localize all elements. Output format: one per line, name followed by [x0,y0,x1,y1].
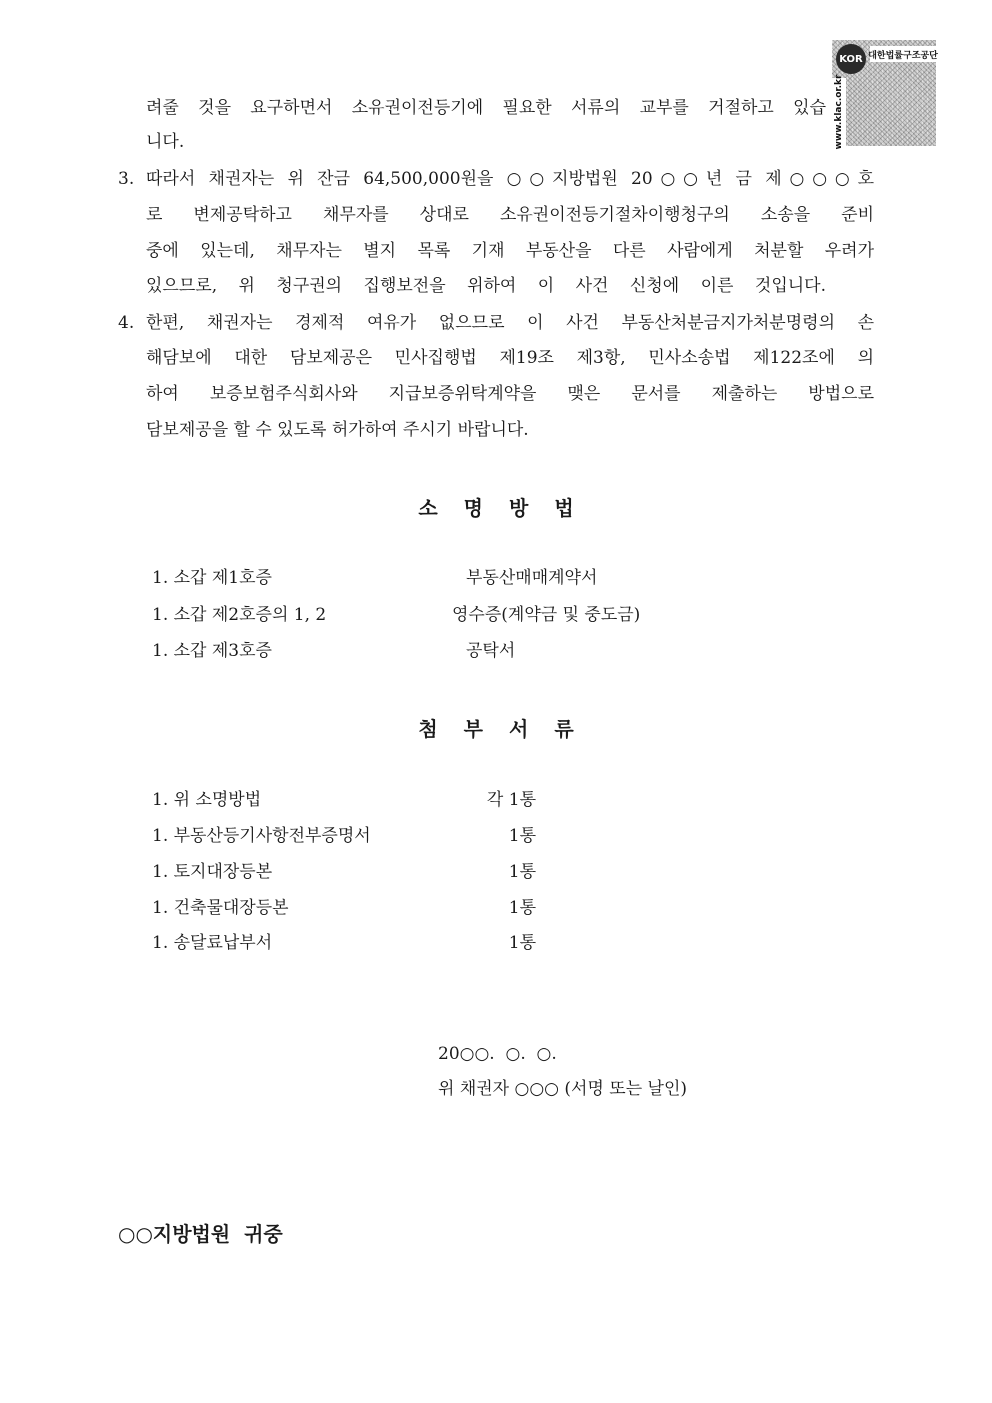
evidence-heading: 소명방법 [418,496,600,520]
paragraph-line: 중에 있는데, 채무자는 별지 목록 기재 부동산을 다른 사람에게 처분할 우려가 [146,241,874,261]
signer-line: 위 채권자 ○○○ (서명 또는 날인) [438,1079,688,1099]
paragraph-number: 4. [118,313,135,333]
paragraph-line: 려줄 것을 요구하면서 소유권이전등기에 필요한 서류의 교부를 거절하고 있습 [146,98,826,118]
attachment-item-label: 1. 건축물대장등본 [152,898,289,918]
attachment-item-count: 1통 [508,933,536,953]
paragraph-line: 해담보에 대한 담보제공은 민사집행법 제19조 제3항, 민사소송법 제122조에 의 [146,348,874,368]
evidence-item-label: 1. 소갑 제3호증 [152,641,272,661]
attachments-heading: 첨부서류 [418,717,600,741]
attachment-item-count: 1통 [508,862,536,882]
attachment-item-label: 1. 위 소명방법 [152,790,262,810]
paragraph-line: 따라서 채권자는 위 잔금 64,500,000원을 ○○지방법원 20○○년 금 제○○○호 [146,169,874,189]
filing-date: 20○○. ○. ○. [438,1044,557,1064]
kor-logo-icon: KOR [836,44,866,74]
evidence-item-label: 1. 소갑 제2호증의 1, 2 [152,605,327,625]
court-addressee: ○○지방법원 귀중 [118,1222,283,1246]
paragraph-line: 담보제공을 할 수 있도록 허가하여 주시기 바랍니다. [146,420,529,440]
watermark-url: www.klac.or.kr [834,74,844,150]
paragraph-line: 로 변제공탁하고 채무자를 상대로 소유권이전등기절차이행청구의 소송을 준비 [146,205,874,225]
paragraph-line: 니다. [146,132,185,152]
paragraph-line: 있으므로, 위 청구권의 집행보전을 위하여 이 사건 신청에 이른 것입니다. [146,276,826,296]
attachment-item-label: 1. 토지대장등본 [152,862,273,882]
evidence-item-label: 1. 소갑 제1호증 [152,568,272,588]
attachment-item-count: 1통 [508,826,536,846]
paragraph-line: 하여 보증보험주식회사와 지급보증위탁계약을 맺은 문서를 제출하는 방법으로 [146,384,874,404]
evidence-item-desc: 공탁서 [466,641,516,661]
watermark-org-name: 대한법률구조공단 [870,46,936,62]
paragraph-number: 3. [118,169,135,189]
attachment-item-count: 각 1통 [486,790,536,810]
attachment-item-label: 1. 부동산등기사항전부증명서 [152,826,371,846]
paragraph-line: 한편, 채권자는 경제적 여유가 없으므로 이 사건 부동산처분금지가처분명령의 손 [146,313,874,333]
attachment-item-label: 1. 송달료납부서 [152,933,273,953]
attachment-item-count: 1통 [508,898,536,918]
evidence-item-desc: 부동산매매계약서 [466,568,598,588]
evidence-item-desc: 영수증(계약금 및 중도금) [452,605,641,625]
